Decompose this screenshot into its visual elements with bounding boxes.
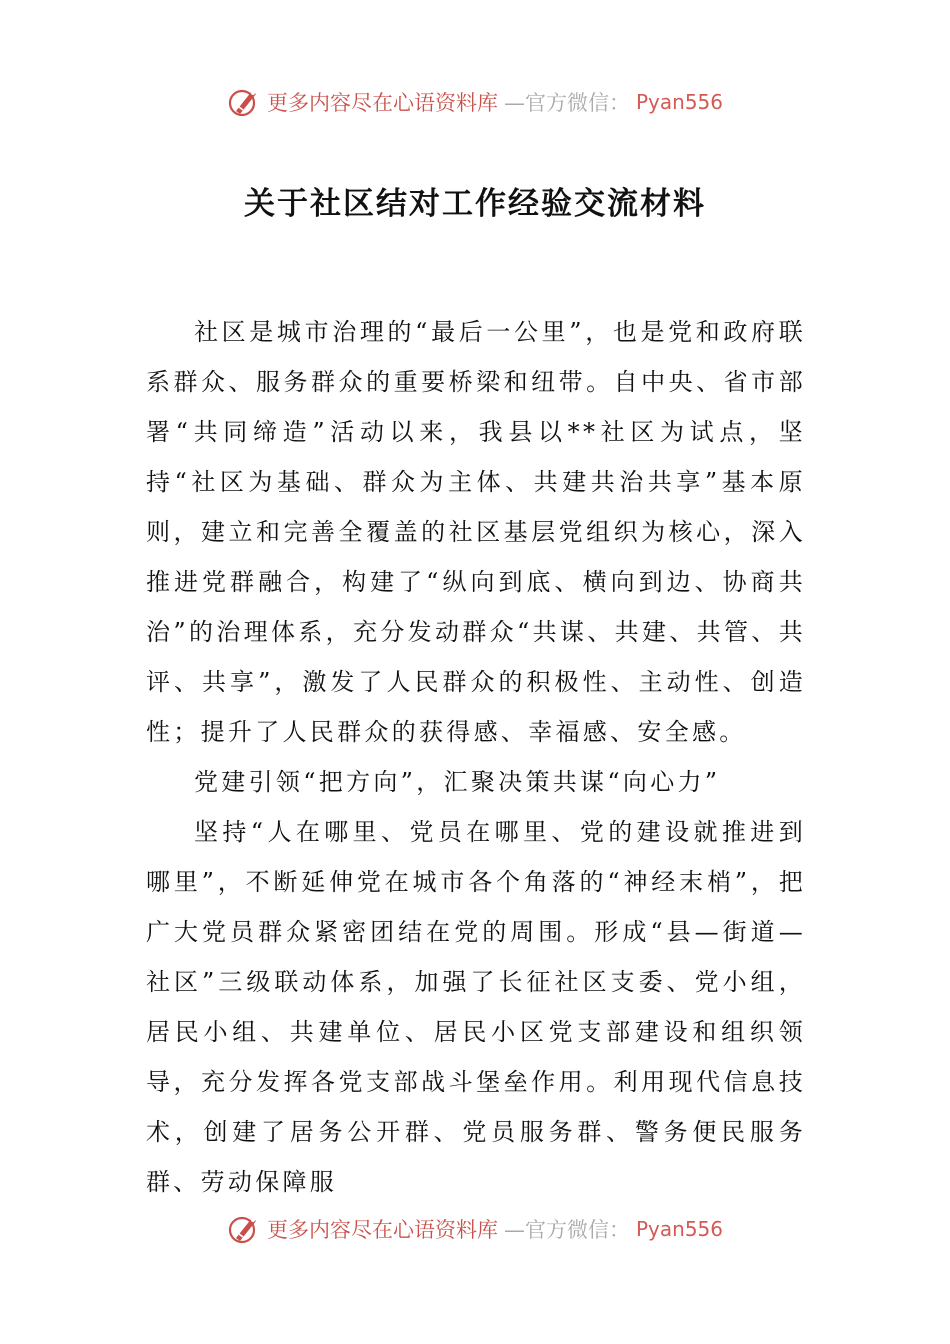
watermark-separator: —官方微信： xyxy=(503,91,630,115)
section-heading: 党建引领“把方向”，汇聚决策共谋“向心力” xyxy=(194,768,721,796)
body-paragraph: 社区是城市治理的“最后一公里”，也是党和政府联系群众、服务群众的重要桥梁和纽带。自中央、省市部署“共同缔造”活动以来，我县以**社区为试点，坚持“社区为基础、群众为主体、共建共治共享”基本原则，建立和完善全覆盖的社区基层党组织为核心，深入推进党群融合，构建了“纵向到底、横向到边、协商共治”的治理体系，充分发动群众“共谋、共建、共管、共评、共享”，激发了人民群众的积极性、主动性、创造性；提升了人民群众的获得感、幸福感、安全感。 xyxy=(146,318,806,746)
document-title: 关于社区结对工作经验交流材料 xyxy=(244,186,706,222)
watermark-text: 更多内容尽在心语资料库 xyxy=(266,1218,498,1242)
watermark-footer xyxy=(0,1209,950,1249)
body-paragraph: 坚持“人在哪里、党员在哪里、党的建设就推进到哪里”，不断延伸党在城市各个角落的“神经末梢”，把广大党员群众紧密团结在党的周围。形成“县—街道—社区”三级联动体系，加强了长征社区支委、党小组，居民小组、共建单位、居民小区党支部建设和组织领导，充分发挥各党支部战斗堡垒作用。利用现代信息技术，创建了居务公开群、党员服务群、警务便民服务群、劳动保障服 xyxy=(146,818,806,1196)
pen-nib-circle-icon xyxy=(227,1212,261,1246)
watermark-handle: Pyan556 xyxy=(635,1217,723,1241)
watermark-text: 更多内容尽在心语资料库 xyxy=(266,91,498,115)
document-body xyxy=(146,307,806,1207)
pen-nib-circle-icon xyxy=(227,85,261,119)
watermark-header xyxy=(0,82,950,122)
watermark-handle: Pyan556 xyxy=(635,90,723,114)
watermark-separator: —官方微信： xyxy=(503,1218,630,1242)
